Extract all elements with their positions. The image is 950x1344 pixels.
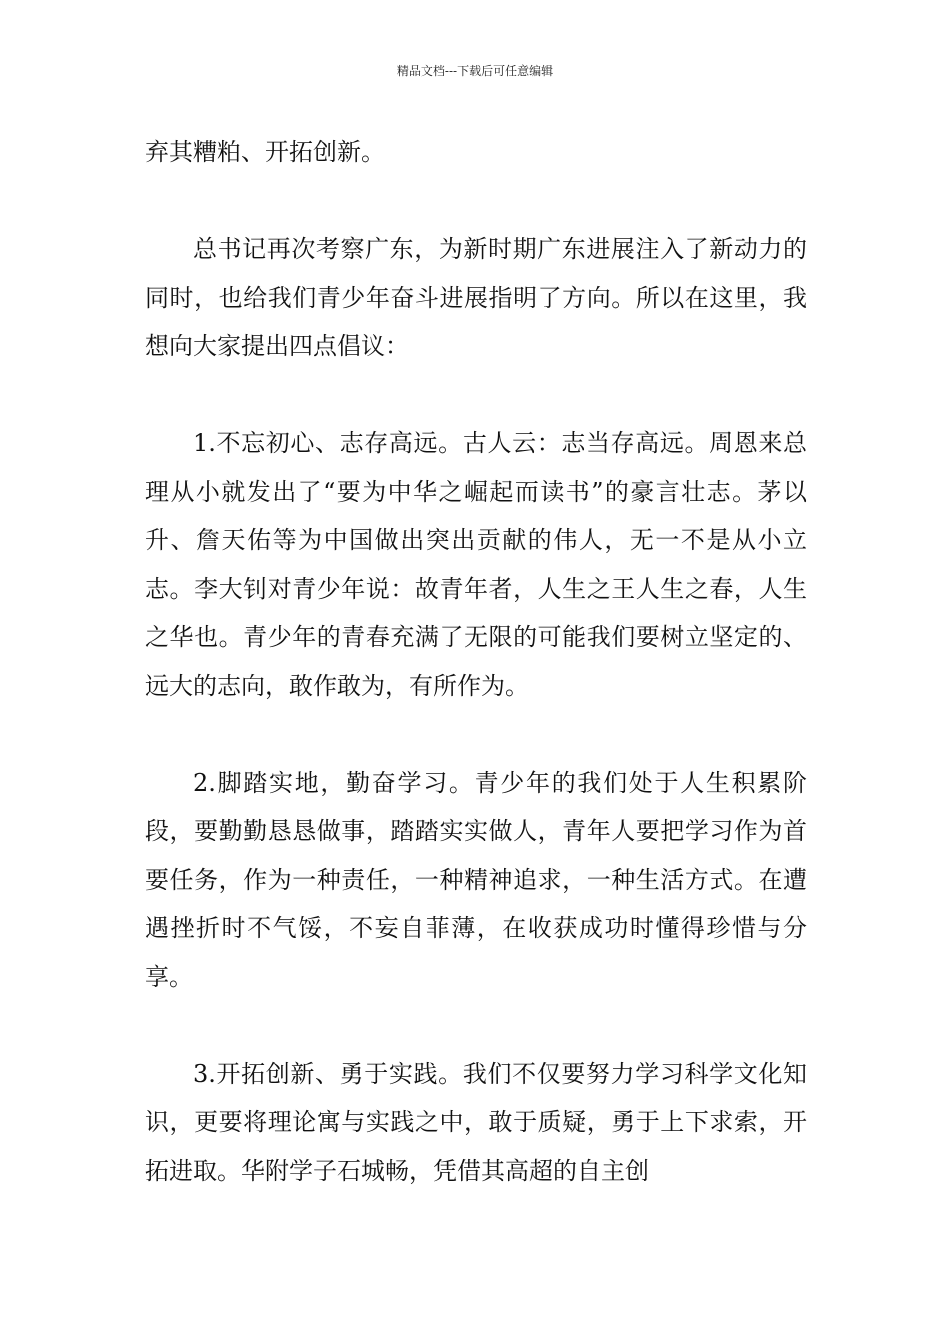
paragraph-point-2: 2.脚踏实地，勤奋学习。青少年的我们处于人生积累阶段，要勤勤恳恳做事，踏踏实实做人，青年人要把学习作为首要任务，作为一种责任，一种精神追求，一种生活方式。在遭遇挫折时不气馁，不妄自菲薄，在收获成功时懂得珍惜与分享。: [145, 768, 807, 991]
paragraph-intro: 总书记再次考察广东，为新时期广东进展注入了新动力的同时，也给我们青少年奋斗进展指明了方向。所以在这里，我想向大家提出四点倡议：: [145, 235, 807, 360]
document-body: [145, 128, 807, 1244]
paragraph-point-3: 3.开拓创新、勇于实践。我们不仅要努力学习科学文化知识，更要将理论寓与实践之中，敢于质疑，勇于上下求索，开拓进取。华附学子石城畅，凭借其高超的自主创: [145, 1059, 807, 1185]
paragraph-point-1: 1.不忘初心、志存高远。古人云：志当存高远。周恩来总理从小就发出了“要为中华之崛起而读书”的豪言壮志。茅以升、詹天佑等为中国做出突出贡献的伟人，无一不是从小立志。李大钊对青少年说：故青年者，人生之王人生之春，人生之华也。青少年的青春充满了无限的可能我们要树立坚定的、远大的志向，敢作敢为，有所作为。: [145, 429, 807, 700]
page-header: 精品文档---下载后可任意编辑: [396, 64, 554, 78]
paragraph-continuation: 弃其糟粕、开拓创新。: [145, 138, 385, 166]
